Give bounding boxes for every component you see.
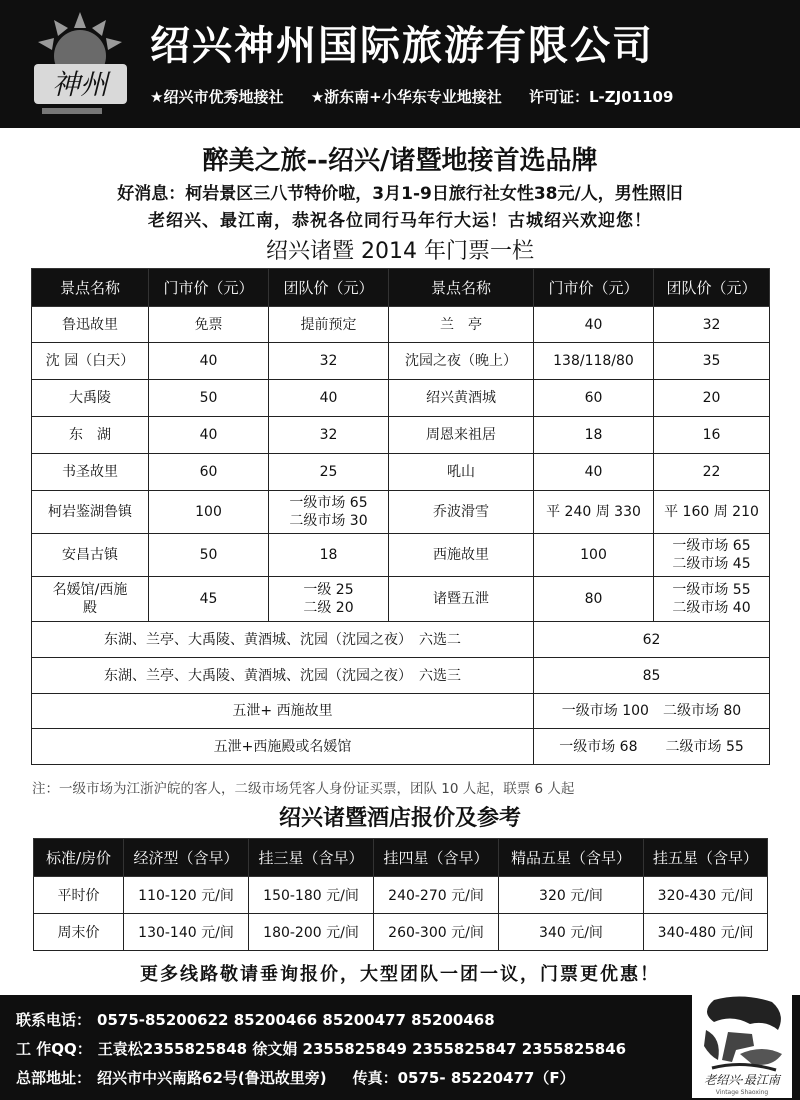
group-price: 40: [269, 380, 389, 417]
attraction-name: 沈园之夜（晚上）: [389, 343, 534, 380]
hotel-row: [34, 914, 768, 951]
hotel-rate: 180-200 元/间: [249, 914, 374, 951]
combo-price: 62: [534, 622, 770, 658]
combo-name: 东湖、兰亭、大禹陵、黄酒城、沈园（沈园之夜） 六选二: [32, 622, 534, 658]
group-price: 25: [269, 454, 389, 491]
combo-price: 一级市场 100 二级市场 80: [534, 694, 770, 729]
attraction-name: 诸暨五泄: [389, 577, 534, 622]
header-cell: 门市价（元）: [149, 269, 269, 307]
header-cell: 门市价（元）: [534, 269, 654, 307]
attraction-name: 乔波滑雪: [389, 491, 534, 534]
retail-price: 40: [149, 343, 269, 380]
combo-price: 85: [534, 658, 770, 694]
svg-text:神州: 神州: [51, 68, 109, 101]
vintage-shaoxing-emblem: [692, 990, 792, 1098]
hotel-price-table: [33, 838, 768, 951]
cell-line: 二级 20: [303, 600, 354, 616]
cell-line: 一级市场 55: [672, 582, 751, 598]
retail-price: 100: [534, 534, 654, 577]
hotel-row: [34, 877, 768, 914]
attraction-name: 兰 亭: [389, 307, 534, 343]
header-taglines: [150, 86, 695, 107]
group-price: [269, 491, 389, 534]
combo-row: [32, 658, 770, 694]
qq-numbers: 王袁松2355825848 徐文娟 2355825849 2355825847 2355825846: [97, 1040, 627, 1058]
ticket-table-header: [32, 269, 770, 307]
group-price: 20: [654, 380, 770, 417]
retail-price: 40: [534, 307, 654, 343]
phone-row: [16, 1009, 495, 1030]
qq-label: 工 作QQ：: [16, 1040, 92, 1058]
tagline-specialty: ★浙东南+小华东专业地接社: [310, 88, 502, 106]
ticket-row: [32, 534, 770, 577]
hotel-table-header: [34, 839, 768, 877]
group-price: [654, 577, 770, 622]
header-cell: 挂三星（含早）: [249, 839, 374, 877]
attraction-name: 大禹陵: [32, 380, 149, 417]
attraction-name: 西施故里: [389, 534, 534, 577]
group-price: [654, 534, 770, 577]
header-cell: 挂四星（含早）: [374, 839, 499, 877]
retail-price: 60: [534, 380, 654, 417]
greeting-line: 老绍兴、最江南，恭祝各位同行马年行大运！古城绍兴欢迎您！: [148, 211, 652, 231]
combo-price: 一级市场 68 二级市场 55: [534, 729, 770, 765]
rate-type: 平时价: [34, 877, 124, 914]
retail-price: 40: [149, 417, 269, 454]
company-name: 绍兴神州国际旅游有限公司: [150, 23, 654, 69]
ticket-row: [32, 380, 770, 417]
retail-price: 50: [149, 534, 269, 577]
phone-label: 联系电话：: [16, 1011, 92, 1029]
combo-name: 五泄+西施殿或名媛馆: [32, 729, 534, 765]
header-cell: 挂五星（含早）: [644, 839, 768, 877]
ticket-row: [32, 454, 770, 491]
group-price: 32: [654, 307, 770, 343]
address-label: 总部地址：: [16, 1069, 92, 1087]
fax-number: 0575- 85220477（F）: [397, 1069, 575, 1087]
qq-row: [16, 1038, 626, 1059]
ticket-section-title: 绍兴诸暨 2014 年门票一栏: [266, 239, 534, 264]
attraction-name: 周恩来祖居: [389, 417, 534, 454]
header-cell: 团队价（元）: [654, 269, 770, 307]
attraction-name: 东 湖: [32, 417, 149, 454]
group-price: 18: [269, 534, 389, 577]
hotel-rate: 320 元/间: [499, 877, 644, 914]
address-text: 绍兴市中兴南路62号(鲁迅故里旁): [97, 1069, 327, 1087]
attraction-name: 沈 园（白天）: [32, 343, 149, 380]
ticket-row: [32, 417, 770, 454]
retail-price: 平 240 周 330: [534, 491, 654, 534]
group-price: 16: [654, 417, 770, 454]
svg-text:老绍兴·最江南: 老绍兴·最江南: [704, 1073, 780, 1087]
attraction-name: 柯岩鉴湖鲁镇: [32, 491, 149, 534]
hotel-rate: 150-180 元/间: [249, 877, 374, 914]
retail-price: 45: [149, 577, 269, 622]
combo-name: 五泄+ 西施故里: [32, 694, 534, 729]
header-cell: 景点名称: [389, 269, 534, 307]
cell-line: 二级市场 45: [672, 556, 751, 572]
group-price: 32: [269, 343, 389, 380]
hotel-rate: 260-300 元/间: [374, 914, 499, 951]
promo-line: 更多线路敬请垂询报价，大型团队一团一议，门票更优惠！: [140, 964, 660, 985]
combo-name: 东湖、兰亭、大禹陵、黄酒城、沈园（沈园之夜） 六选三: [32, 658, 534, 694]
hotel-rate: 340 元/间: [499, 914, 644, 951]
group-price: 提前预定: [269, 307, 389, 343]
hotel-rate: 320-430 元/间: [644, 877, 768, 914]
header-cell: 精品五星（含早）: [499, 839, 644, 877]
hotel-section-title: 绍兴诸暨酒店报价及参考: [278, 806, 521, 831]
retail-price: 18: [534, 417, 654, 454]
contact-footer: [0, 995, 800, 1100]
news-line: 好消息：柯岩景区三八节特价啦，3月1-9日旅行社女性38元/人，男性照旧: [117, 184, 683, 204]
header-cell: 标准/房价: [34, 839, 124, 877]
cell-line: 二级市场 30: [289, 513, 368, 529]
fax-label: 传真：: [352, 1069, 398, 1087]
rate-type: 周末价: [34, 914, 124, 951]
header-banner: [0, 0, 800, 128]
company-logo: [28, 6, 133, 124]
group-price: [269, 577, 389, 622]
group-price: 22: [654, 454, 770, 491]
retail-price: 50: [149, 380, 269, 417]
retail-price: 138/118/80: [534, 343, 654, 380]
group-price: 32: [269, 417, 389, 454]
retail-price: 免票: [149, 307, 269, 343]
ticket-footnote: 注：一级市场为江浙沪皖的客人，二级市场凭客人身份证买票，团队 10 人起，联票 6 人起: [32, 781, 575, 797]
address-row: [16, 1067, 575, 1088]
phone-numbers: 0575-85200622 85200466 85200477 85200468: [97, 1011, 495, 1029]
cell-line: 二级市场 40: [672, 600, 751, 616]
attraction-name: 绍兴黄酒城: [389, 380, 534, 417]
hotel-rate: 340-480 元/间: [644, 914, 768, 951]
ticket-row: [32, 491, 770, 534]
cell-line: 殿: [83, 600, 97, 616]
header-cell: 团队价（元）: [269, 269, 389, 307]
hotel-rate: 110-120 元/间: [124, 877, 249, 914]
group-price: 平 160 周 210: [654, 491, 770, 534]
cell-line: 一级 25: [303, 582, 354, 598]
attraction-name: 书圣故里: [32, 454, 149, 491]
attraction-name: 安昌古镇: [32, 534, 149, 577]
hotel-rate: 240-270 元/间: [374, 877, 499, 914]
cell-line: 一级市场 65: [289, 495, 368, 511]
retail-price: 100: [149, 491, 269, 534]
combo-row: [32, 694, 770, 729]
cell-line: 名媛馆/西施: [52, 582, 128, 598]
ticket-row: [32, 343, 770, 380]
attraction-name: [32, 577, 149, 622]
license-number: 许可证：L-ZJ01109: [528, 88, 674, 106]
retail-price: 80: [534, 577, 654, 622]
combo-row: [32, 729, 770, 765]
header-cell: 景点名称: [32, 269, 149, 307]
cell-line: 一级市场 65: [672, 538, 751, 554]
main-headline: 醉美之旅--绍兴/诸暨地接首选品牌: [202, 146, 598, 176]
ticket-row: [32, 307, 770, 343]
ticket-price-table: [31, 268, 770, 765]
attraction-name: 吼山: [389, 454, 534, 491]
group-price: 35: [654, 343, 770, 380]
svg-text:Vintage Shaoxing: Vintage Shaoxing: [715, 1089, 769, 1096]
hotel-rate: 130-140 元/间: [124, 914, 249, 951]
header-cell: 经济型（含早）: [124, 839, 249, 877]
combo-row: [32, 622, 770, 658]
ticket-row: [32, 577, 770, 622]
retail-price: 60: [149, 454, 269, 491]
retail-price: 40: [534, 454, 654, 491]
tagline-local-award: ★绍兴市优秀地接社: [150, 88, 284, 106]
attraction-name: 鲁迅故里: [32, 307, 149, 343]
